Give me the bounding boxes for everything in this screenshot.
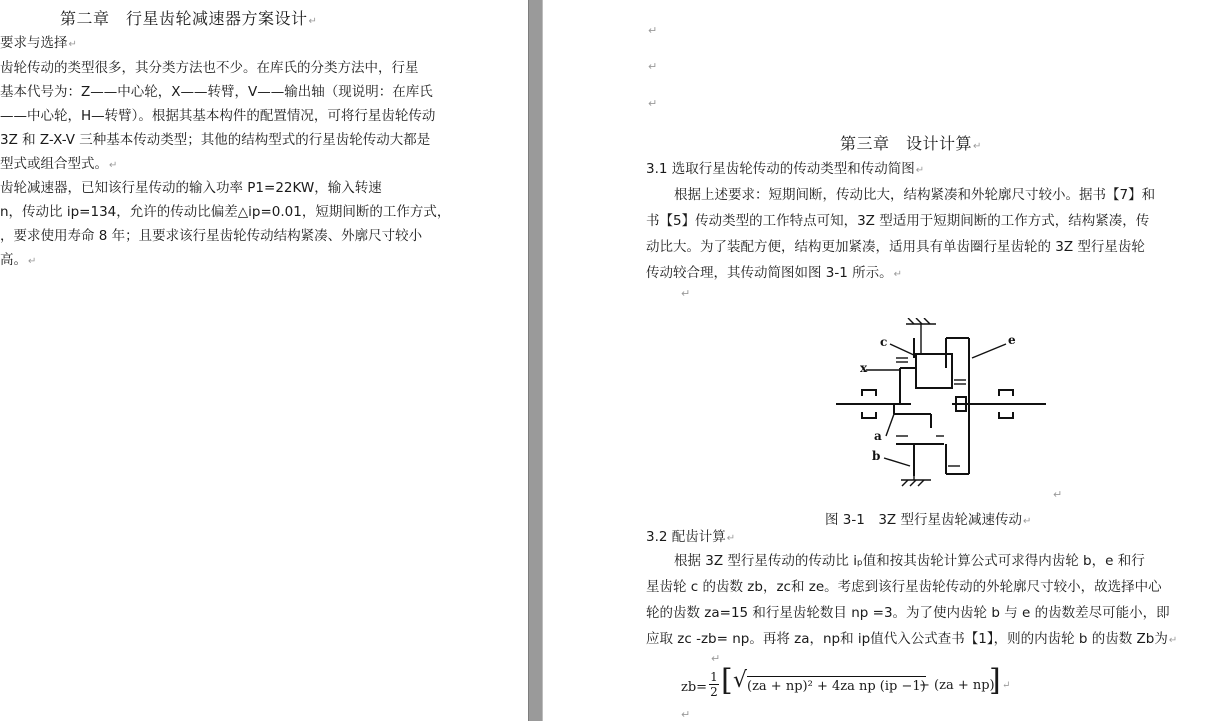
text-line: 星齿轮 c 的齿数 zb，zc和 ze。考虑到该行星齿轮传动的外轮廓尺寸较小，故选择中心 [646,579,1162,595]
text-line: 齿轮传动的类型很多，其分类方法也不少。在库氏的分类方法中，行星 [0,60,419,76]
document-page-right: ↵ ↵ ↵ 第三章 设计计算↵ 3.1 选取行星齿轮传动的传动类型和传动简图↵ 根据上述要求：短期间断，传动比大，结构紧凑和外轮廓尺寸较小。据书【7】和 书【5】传动类型的工作特点可知，3Z 型适用于短期间断的工作方式，结构紧凑，传 动比大。为了装配方便，结构更加紧凑，适用具有单齿圈行星齿轮的 3Z 型行星齿轮 传动较合理，其传动简图如图 3-1 所示。↵ ↵ c x a b e ↵ 图 3-1 3Z 型行星齿轮减速传动↵ 3.2 配齿计算↵ 根据 3Z 型行星传动的传动比 iₚ值和按其齿轮计算公式可求得内齿轮 b，e 和行 星齿轮 c 的齿数 zb，zc和 ze。考虑到该行星齿轮传动的外轮廓尺寸较小，故选择中心 轮的齿数 za=15 和行星齿轮数目 np =3。为了使内齿轮 b 与 e 的齿数差尽可能小，即 应取 zc -zb= np。再将 za，np和 ip值代入公式查书【1】，则的内齿轮 b 的齿数 Zb为↵ ↵ zb= $\frac{1}{2}$ [ √ (za + np)² + 4za np (ip −1) − (za + np) ] ↵ ↵ [543,0,1223,721]
text-line: ，要求使用寿命 8 年；且要求该行星齿轮传动结构紧凑、外廓尺寸较小 [0,228,423,244]
chapter-2-heading: 第二章 行星齿轮减速器方案设计↵ [60,9,318,28]
text-line: 根据 3Z 型行星传动的传动比 iₚ值和按其齿轮计算公式可求得内齿轮 b，e 和行 [674,553,1145,569]
text-line: 动比大。为了装配方便，结构更加紧凑，适用具有单齿圈行星齿轮的 3Z 型行星齿轮 [646,239,1145,255]
text-line: 型式或组合型式。↵ [0,156,118,172]
label-e: e [1008,333,1016,347]
paragraph-mark: ↵ [648,60,658,73]
document-page-left [0,0,528,721]
text-line: 根据上述要求：短期间断，传动比大，结构紧凑和外轮廓尺寸较小。据书【7】和 [674,187,1156,203]
planetary-gear-schematic [836,318,1046,490]
text-line: 轮的齿数 za=15 和行星齿轮数目 np =3。为了使内齿轮 b 与 e 的齿数差尽可能小，即 [646,605,1170,621]
text-line: n，传动比 ip=134，允许的传动比偏差△ip=0.01，短期间断的工作方式， [0,204,451,220]
label-x: x [860,361,868,375]
text-line: ——中心轮，H—转臂）。根据其基本构件的配置情况，可将行星齿轮传动 [0,108,436,124]
page-separator [528,0,543,721]
paragraph-mark: ↵ [711,652,721,665]
text-line: 基本代号为：Z——中心轮，X——转臂，V——输出轴（现说明：在库氏 [0,84,433,100]
formula-radicand: (za + np)² + 4za np (ip −1) [747,676,926,694]
paragraph-mark: ↵ [1053,488,1063,501]
text-line: 应取 zc -zb= np。再将 za，np和 ip值代入公式查书【1】，则的内齿轮 b 的齿数 Zb为↵ [646,631,1178,647]
label-b: b [872,449,881,463]
text-line: 3Z 和 Z-X-V 三种基本传动类型；其他的结构型式的行星齿轮传动大都是 [0,132,431,148]
text-line: 传动较合理，其传动简图如图 3-1 所示。↵ [646,265,903,281]
paragraph-mark: ↵ [681,287,691,300]
text-line: 书【5】传动类型的工作特点可知，3Z 型适用于短期间断的工作方式，结构紧凑，传 [646,213,1150,229]
paragraph-mark: ↵ [648,97,658,110]
paragraph-mark: ↵ [681,708,691,721]
text-line: 齿轮减速器，已知该行星传动的输入功率 P1=22KW，输入转速 [0,180,382,196]
text-line: 要求与选择↵ [0,35,77,51]
paragraph-mark: ↵ [648,24,658,37]
chapter-3-heading: 第三章 设计计算↵ [840,134,982,153]
label-c: c [880,335,888,349]
section-3-1-heading: 3.1 选取行星齿轮传动的传动类型和传动简图↵ [646,161,925,177]
section-3-2-heading: 3.2 配齿计算↵ [646,529,736,545]
figure-caption: 图 3-1 3Z 型行星齿轮减速传动↵ [825,512,1032,528]
formula-tail: − (za + np) [919,678,995,693]
label-a: a [874,429,882,443]
text-line: 高。↵ [0,252,37,268]
formula-half-num: 1 [710,670,718,684]
formula-half-den: 2 [710,685,718,699]
formula-lhs: zb= [681,680,708,695]
